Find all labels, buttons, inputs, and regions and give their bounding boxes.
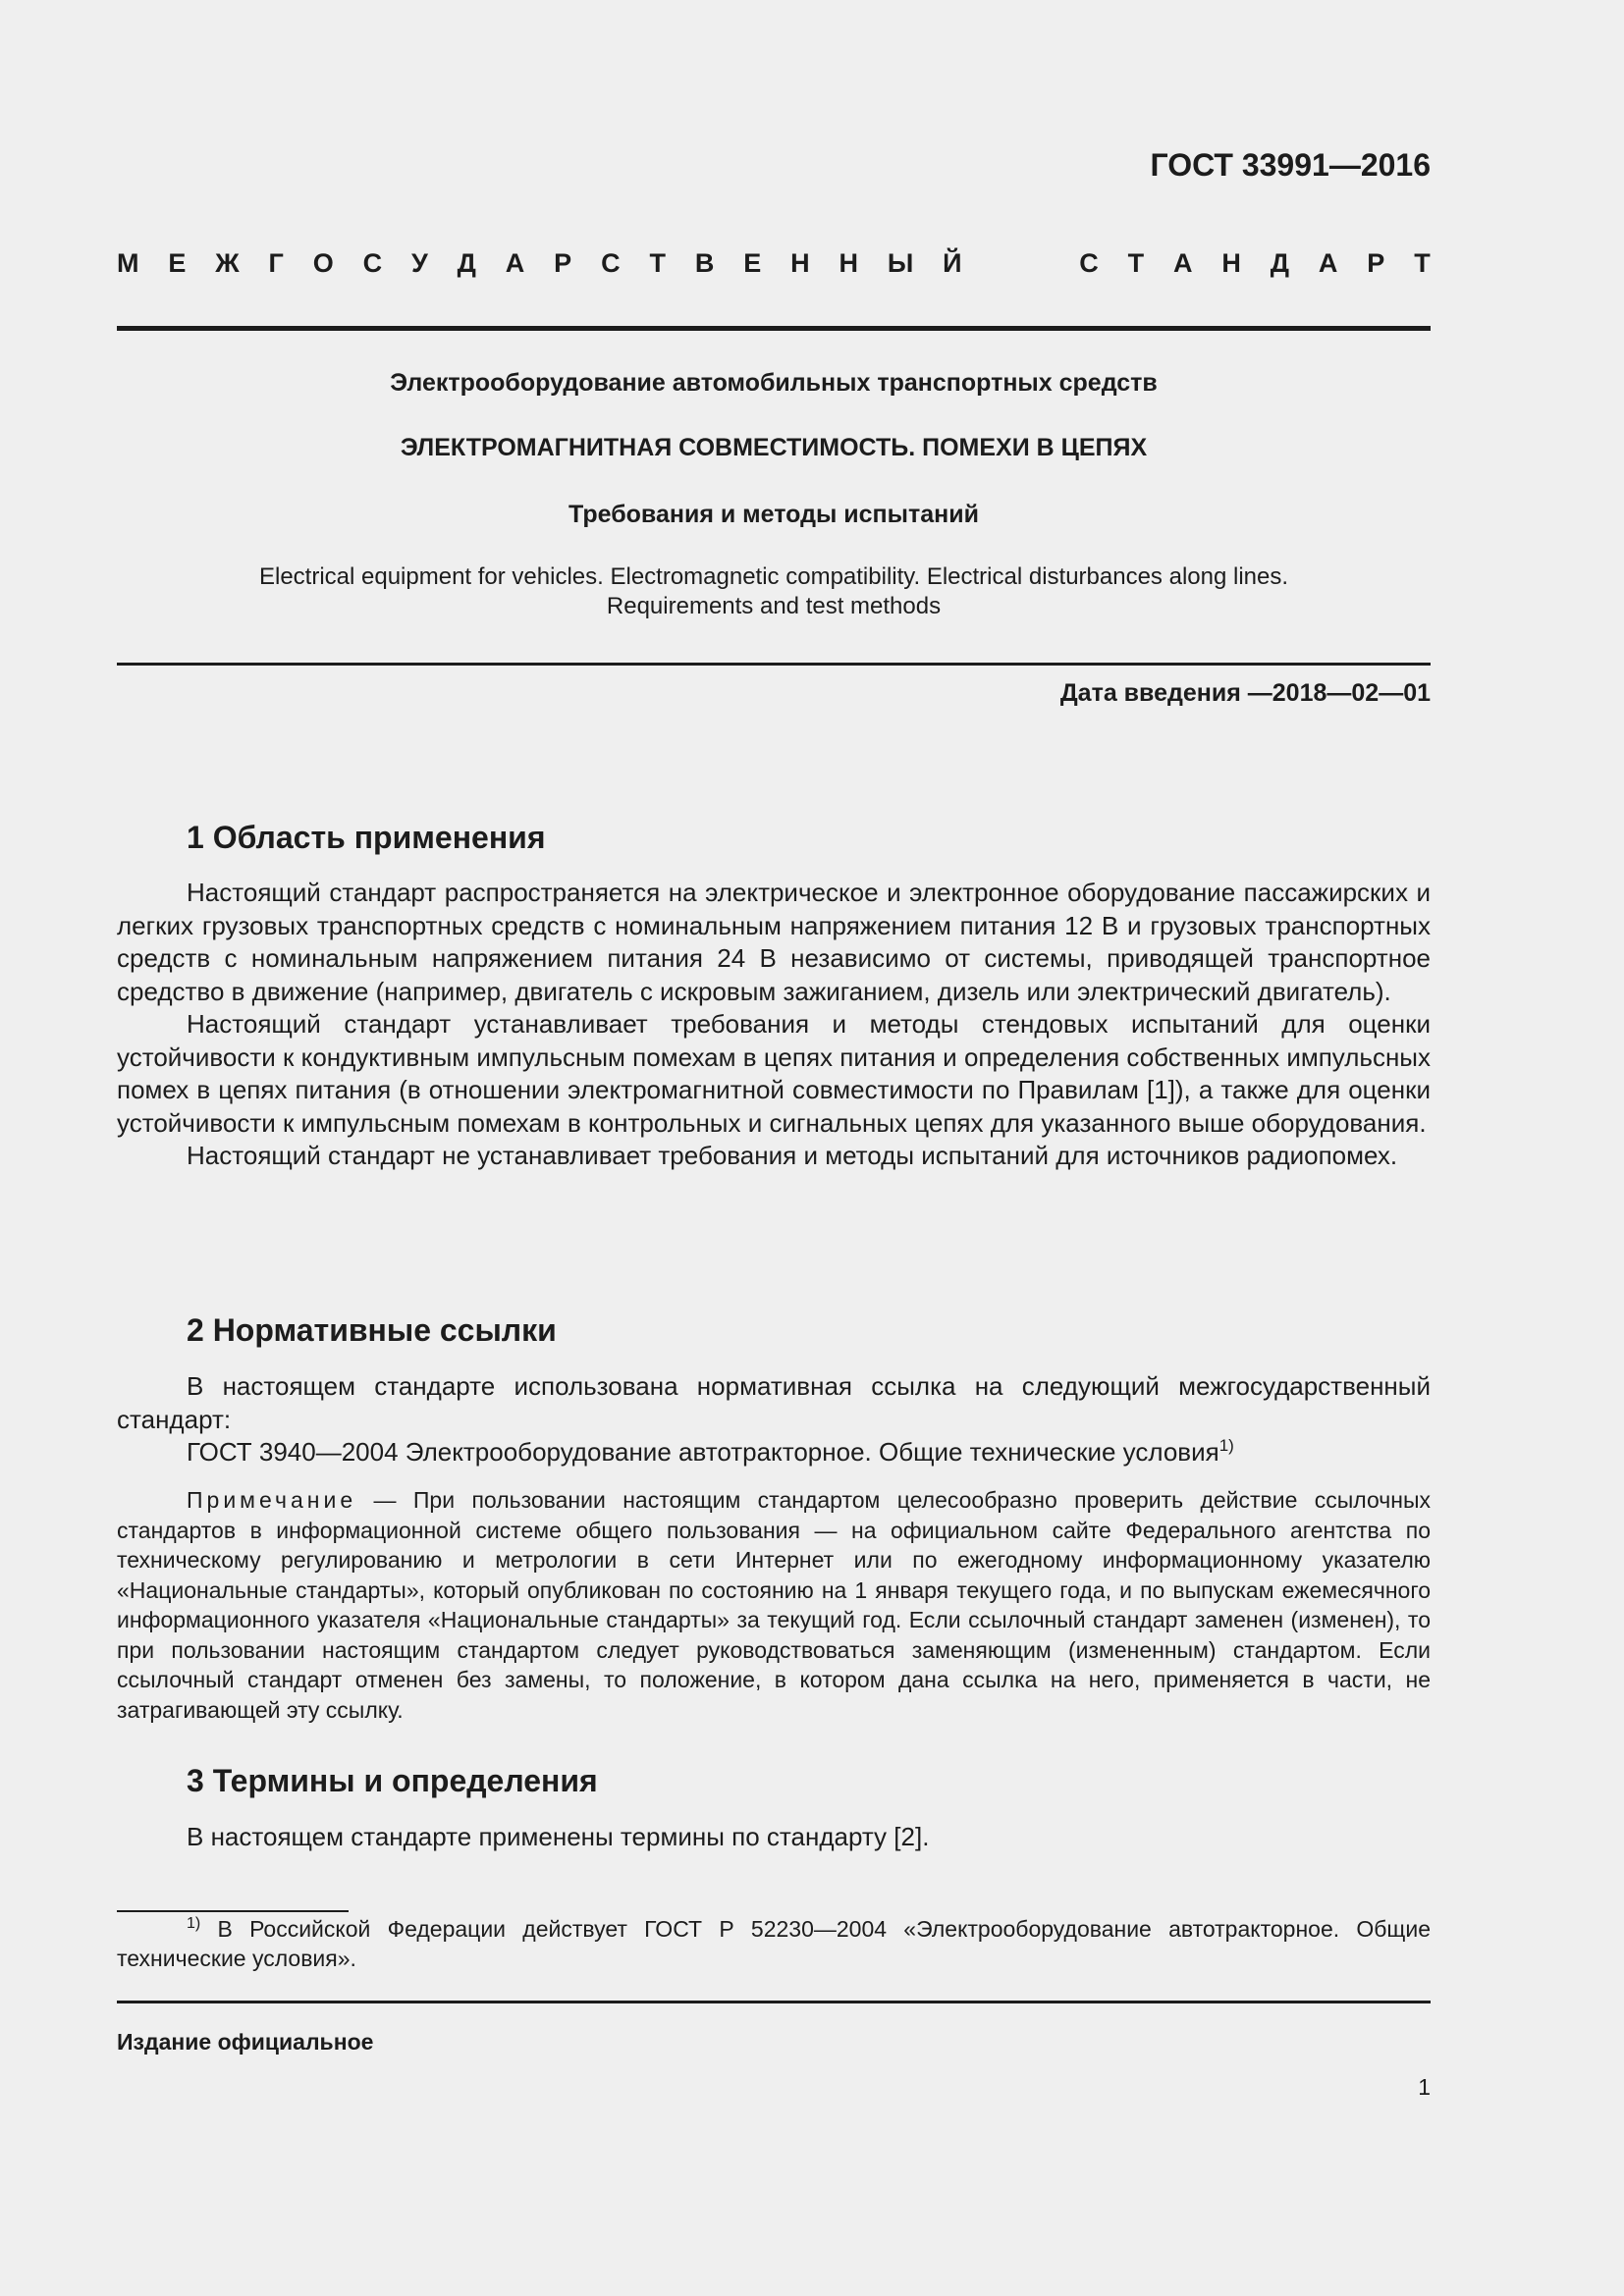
section-3-body bbox=[117, 1821, 1431, 1854]
title-english-line: Requirements and test methods bbox=[606, 593, 942, 619]
page-number: 1 bbox=[1418, 2074, 1431, 2100]
paragraph: В настоящем стандарте применены термины по стандарту [2]. bbox=[187, 1822, 930, 1851]
footnote-marker: 1) bbox=[1218, 1436, 1234, 1455]
footer-divider bbox=[117, 2001, 1431, 2003]
title-subtitle: Требования и методы испытаний bbox=[568, 501, 979, 528]
banner-letter: Й bbox=[943, 248, 962, 278]
banner-letter: А bbox=[1173, 248, 1193, 278]
banner-letter: Д bbox=[457, 248, 476, 278]
footnote bbox=[117, 1914, 1431, 1973]
banner-letter: Н bbox=[1221, 248, 1241, 278]
title-english-line: Electrical equipment for vehicles. Electromagnetic compatibility. Electrical disturbances along lines. bbox=[258, 563, 1289, 590]
title-main: ЭЛЕКТРОМАГНИТНАЯ СОВМЕСТИМОСТЬ. ПОМЕХИ В ЦЕПЯХ bbox=[400, 434, 1148, 461]
official-edition-label: Издание официальное bbox=[117, 2029, 374, 2055]
banner-letter: Ж bbox=[215, 248, 240, 278]
banner-word-gap bbox=[991, 248, 1050, 279]
banner-letter: А bbox=[1318, 248, 1338, 278]
banner-letter: Д bbox=[1270, 248, 1290, 278]
note-label: Примечание bbox=[187, 1487, 357, 1513]
footnote-divider bbox=[117, 1910, 349, 1912]
section-1-body bbox=[117, 877, 1431, 1173]
normative-reference bbox=[117, 1436, 1431, 1469]
banner-letter: С bbox=[601, 248, 621, 278]
banner-letter: Ы bbox=[887, 248, 914, 278]
paragraph: Настоящий стандарт распространяется на электрическое и электронное оборудование пассажирских и легких грузовых транспортных средств с номинальным напряжением питания 12 В и грузовых транспортных средств с номинальным напряжением питания 24 В независимо от системы, приводящей транспортное средство в движение (например, двигатель с искровым зажиганием, дизель или электрический двигатель). bbox=[117, 878, 1431, 1006]
reference-text: ГОСТ 3940—2004 Электрооборудование автотракторное. Общие технические условия bbox=[187, 1437, 1219, 1467]
paragraph: Настоящий стандарт устанавливает требования и методы стендовых испытаний для оценки устойчивости к кондуктивным импульсным помехам в цепях питания и определения собственных импульсных помех в цепях питания (в отношении электромагнитной совместимости по Правилам [1]), а также для оценки устойчивости к импульсным помехам в контрольных и сигнальных цепях для указанного выше оборудования. bbox=[117, 1009, 1431, 1138]
section-3-heading: 3 Термины и определения bbox=[187, 1763, 598, 1798]
title-category: Электрооборудование автомобильных транспортных средств bbox=[390, 369, 1158, 397]
banner-letter: В bbox=[694, 248, 715, 278]
standard-designation: ГОСТ 33991—2016 bbox=[1150, 147, 1431, 183]
banner-letter: Н bbox=[790, 248, 810, 278]
paragraph: Настоящий стандарт не устанавливает требования и методы испытаний для источников радиопомех. bbox=[187, 1141, 1398, 1170]
footnote-text: В Российской Федерации действует ГОСТ Р 52230—2004 «Электрооборудование автотракторное. Общие технические условия». bbox=[117, 1916, 1431, 1971]
banner-letter: Р bbox=[554, 248, 572, 278]
banner-letter: С bbox=[1079, 248, 1099, 278]
interstate-standard-banner bbox=[117, 248, 1431, 279]
banner-letter: Т bbox=[1127, 248, 1145, 278]
banner-letter: У bbox=[411, 248, 428, 278]
note-text: — При пользовании настоящим стандартом целесообразно проверить действие ссылочных стандартов в информационной системе общего пользования — на официальном сайте Федерального агентства по техническому регулированию и метрологии в сети Интернет или по ежегодному информационному указателю «Национальные стандарты», который опубликован по состоянию на 1 января текущего года, и по выпускам ежемесячного информационного указателя «Национальные стандарты» за текущий год. Если ссылочный стандарт заменен (изменен), то при пользовании настоящим стандартом следует руководствоваться заменяющим (измененным) стандартом. Если ссылочный стандарт отменен без замены, то положение, в котором дана ссылка на него, применяется в части, не затрагивающей эту ссылку. bbox=[117, 1487, 1431, 1723]
banner-letter: Е bbox=[168, 248, 187, 278]
title-divider bbox=[117, 663, 1431, 666]
banner-letter: Г bbox=[268, 248, 284, 278]
banner-letter: А bbox=[505, 248, 525, 278]
banner-letter: Т bbox=[649, 248, 666, 278]
banner-letter: Н bbox=[839, 248, 858, 278]
section-1-heading: 1 Область применения bbox=[187, 820, 546, 855]
banner-letter: Е bbox=[743, 248, 762, 278]
section-2-heading: 2 Нормативные ссылки bbox=[187, 1312, 557, 1348]
footnote-number: 1) bbox=[187, 1915, 201, 1932]
paragraph: В настоящем стандарте использована нормативная ссылка на следующий межгосударственный стандарт: bbox=[117, 1371, 1431, 1434]
banner-letter: С bbox=[362, 248, 383, 278]
section-2-body bbox=[117, 1370, 1431, 1469]
banner-letter: Т bbox=[1414, 248, 1431, 278]
title-english bbox=[117, 562, 1431, 621]
introduction-date: Дата введения —2018—02—01 bbox=[1059, 679, 1431, 707]
note-paragraph bbox=[117, 1485, 1431, 1725]
header-divider bbox=[117, 326, 1431, 331]
banner-letter: М bbox=[117, 248, 139, 278]
banner-letter: О bbox=[312, 248, 334, 278]
banner-letter: Р bbox=[1367, 248, 1385, 278]
